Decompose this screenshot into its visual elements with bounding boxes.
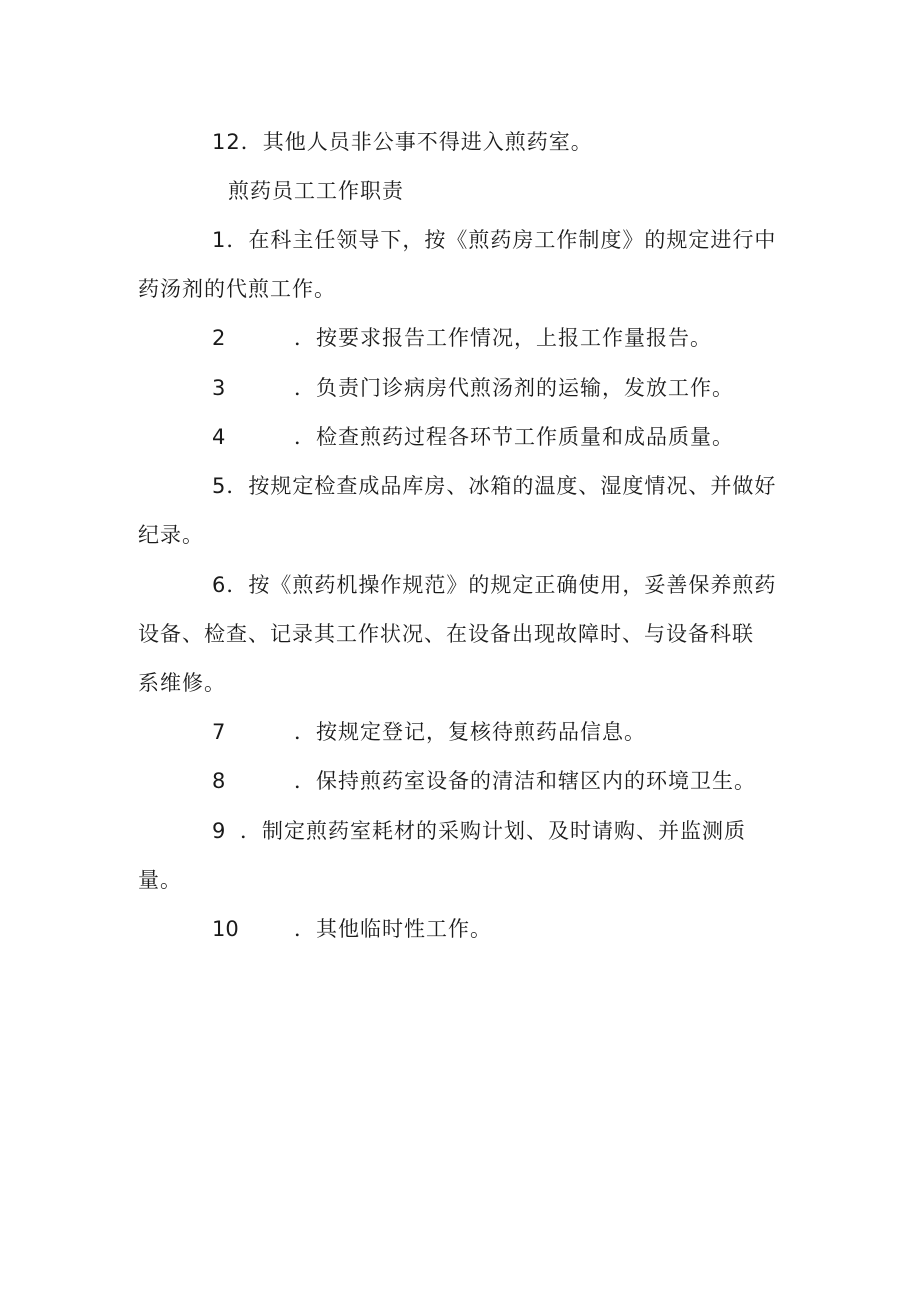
- item-10-text: ．其他临时性工作。: [294, 917, 492, 941]
- item-7-text: ．按规定登记，复核待煎药品信息。: [294, 720, 646, 744]
- item-3-number: 3: [212, 376, 226, 400]
- item-1-text: 1．在科主任领导下，按《煎药房工作制度》的规定进行中: [212, 228, 777, 252]
- item-9-number: 9: [212, 819, 226, 843]
- item-5-text: 5．按规定检查成品库房、冰箱的温度、湿度情况、并做好: [212, 474, 777, 498]
- item-6-continuation-2: 系维修。: [138, 671, 226, 695]
- item-3-text: ．负责门诊病房代煎汤剂的运输，发放工作。: [294, 376, 734, 400]
- item-9-continuation: 量。: [138, 868, 182, 892]
- item-5-continuation: 纪录。: [138, 523, 204, 547]
- item-2-number: 2: [212, 326, 226, 350]
- item-8-text: ．保持煎药室设备的清洁和辖区内的环境卫生。: [294, 769, 756, 793]
- item-4-text: ．检查煎药过程各环节工作质量和成品质量。: [294, 425, 734, 449]
- item-6-continuation-1: 设备、检查、记录其工作状况、在设备出现故障时、与设备科联: [138, 622, 754, 646]
- item-9-text: ．制定煎药室耗材的采购计划、及时请购、并监测质: [240, 819, 746, 843]
- item-2-text: ．按要求报告工作情况，上报工作量报告。: [294, 326, 712, 350]
- item-4-number: 4: [212, 425, 226, 449]
- section-heading: 煎药员工工作职责: [228, 179, 404, 203]
- item-10-number: 10: [212, 917, 239, 941]
- item-12-text: 12．其他人员非公事不得进入煎药室。: [212, 130, 593, 154]
- item-7-number: 7: [212, 720, 226, 744]
- item-8-number: 8: [212, 769, 226, 793]
- item-1-continuation: 药汤剂的代煎工作。: [138, 277, 336, 301]
- item-6-text: 6．按《煎药机操作规范》的规定正确使用，妥善保养煎药: [212, 573, 777, 597]
